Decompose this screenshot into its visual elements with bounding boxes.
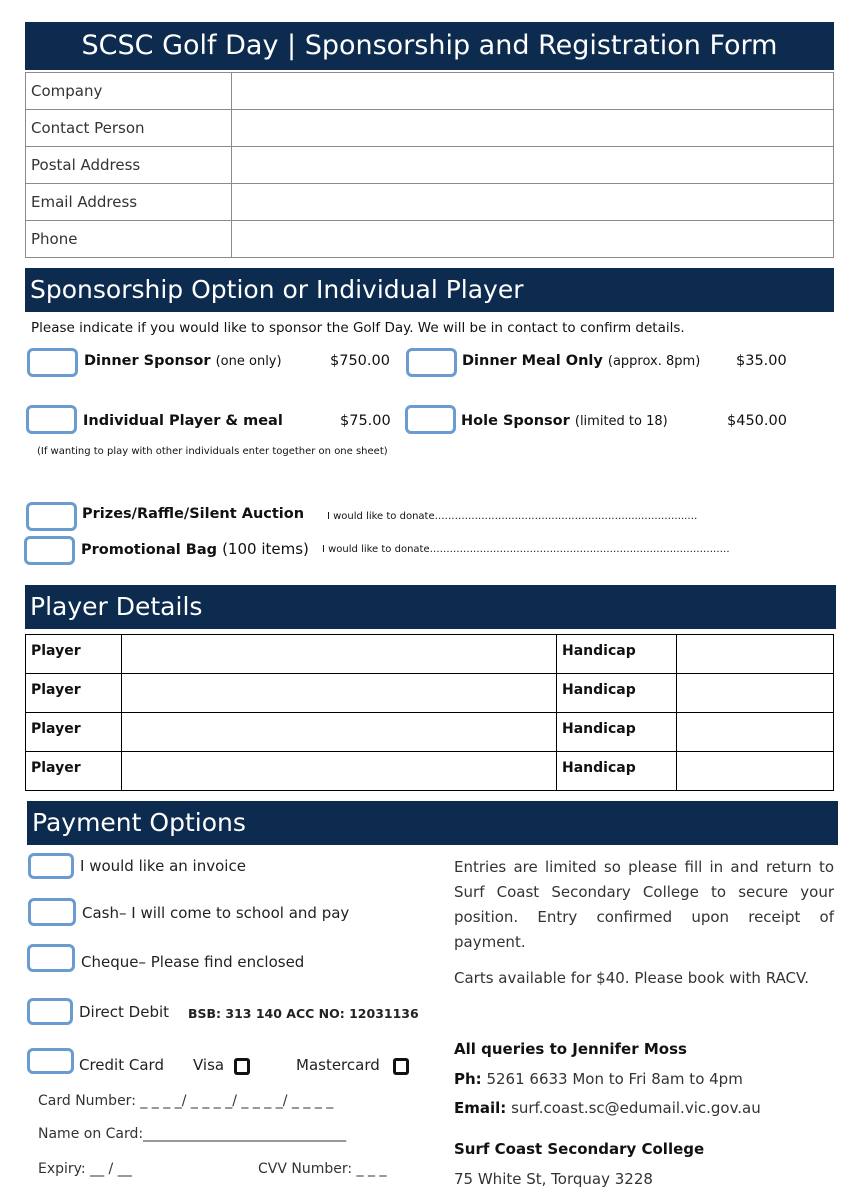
dinner-meal-label: Dinner Meal Only [462,353,603,369]
hole-sponsor-price: $450.00 [727,413,787,429]
contact-person-field[interactable] [232,110,834,147]
hole-sponsor-checkbox[interactable] [405,405,456,434]
dinner-sponsor-checkbox[interactable] [27,348,78,377]
dinner-meal-price: $35.00 [736,353,787,369]
contact-details-table [25,72,834,258]
dinner-meal-option [462,353,700,369]
handicap-field[interactable] [677,674,834,713]
phone-details: 5261 6633 Mon to Fri 8am to 4pm [486,1070,743,1088]
email-prefix: Email: [454,1099,507,1117]
bank-details: BSB: 313 140 ACC NO: 12031136 [188,1006,419,1021]
expiry-field[interactable]: Expiry: __ / __ [38,1161,132,1177]
form-title: SCSC Golf Day | Sponsorship and Registration Form [81,30,778,61]
player-name-field[interactable] [122,752,557,791]
hole-sponsor-label: Hole Sponsor [461,413,570,429]
promo-bag-checkbox[interactable] [24,536,75,565]
contact-person-label: Contact Person [26,110,232,147]
dinner-sponsor-label: Dinner Sponsor [84,353,211,369]
cheque-checkbox[interactable] [27,944,75,972]
hole-sponsor-option [461,413,668,429]
prizes-label: Prizes/Raffle/Silent Auction [82,506,305,522]
dinner-sponsor-price: $750.00 [330,353,390,369]
dinner-meal-checkbox[interactable] [406,348,457,377]
handicap-label: Handicap [557,713,677,752]
handicap-label: Handicap [557,752,677,791]
mastercard-checkbox[interactable] [393,1058,409,1075]
email-address: surf.coast.sc@edumail.vic.gov.au [511,1099,761,1117]
handicap-label: Handicap [557,674,677,713]
entries-info: Entries are limited so please fill in and return to Surf Coast Secondary College to secure your position. Entry confirmed upon receipt of payment. [454,858,834,951]
sponsorship-heading: Sponsorship Option or Individual Player [30,275,524,304]
handicap-field[interactable] [677,752,834,791]
player-label: Player [26,674,122,713]
promo-bag-donate-line[interactable]: I would like to donate……………………………………………………………………………… [322,544,730,555]
direct-debit-label: Direct Debit [79,1003,170,1021]
payment-heading-banner [27,801,838,845]
school-address: 75 White St, Torquay 3228 [454,1170,653,1188]
table-row [26,635,834,674]
player-details-heading-banner [25,585,836,629]
cash-checkbox[interactable] [28,898,76,926]
cvv-field[interactable]: CVV Number: _ _ _ [258,1161,387,1177]
email-address-field[interactable] [232,184,834,221]
card-number-field[interactable]: Card Number: _ _ _ _/ _ _ _ _/ _ _ _ _/ _ _ _ _ [38,1093,334,1109]
player-label: Player [26,713,122,752]
prizes-donate-line[interactable]: I would like to donate……………………………………………………..…………..… [327,511,698,522]
phone-label: Phone [26,221,232,258]
mastercard-label: Mastercard [296,1056,380,1074]
handicap-field[interactable] [677,713,834,752]
table-row [26,713,834,752]
direct-debit-checkbox[interactable] [27,998,73,1025]
table-row [26,184,834,221]
company-label: Company [26,73,232,110]
promo-bag-label: Promotional Bag [81,542,218,558]
visa-label: Visa [193,1056,225,1074]
credit-card-checkbox[interactable] [27,1048,74,1074]
cash-label: Cash– I will come to school and pay [82,904,350,922]
hole-sponsor-note: (limited to 18) [574,414,668,429]
individual-player-label: Individual Player & meal [83,413,283,429]
postal-address-field[interactable] [232,147,834,184]
phone-field[interactable] [232,221,834,258]
prizes-checkbox[interactable] [26,502,77,531]
table-row [26,110,834,147]
phone-line [454,1070,743,1088]
individual-player-checkbox[interactable] [26,405,77,434]
form-title-banner [25,22,834,70]
dinner-sponsor-option [84,353,282,369]
sponsorship-heading-banner [25,268,834,312]
email-line [454,1099,761,1117]
postal-address-label: Postal Address [26,147,232,184]
player-label: Player [26,635,122,674]
individual-player-price: $75.00 [340,413,391,429]
individual-player-note: (If wanting to play with other individuals enter together on one sheet) [37,446,388,457]
player-name-field[interactable] [122,635,557,674]
queries-contact: All queries to Jennifer Moss [454,1040,687,1058]
player-details-table [25,634,834,791]
promo-bag-option [81,540,309,558]
carts-info: Carts available for $40. Please book with RACV. [454,969,810,987]
player-label: Player [26,752,122,791]
sponsorship-intro: Please indicate if you would like to sponsor the Golf Day. We will be in contact to confirm details. [31,320,685,336]
email-address-label: Email Address [26,184,232,221]
table-row [26,147,834,184]
handicap-field[interactable] [677,635,834,674]
payment-heading: Payment Options [32,808,246,837]
name-on-card-field[interactable]: Name on Card:_____________________________ [38,1126,347,1142]
table-row [26,752,834,791]
dinner-sponsor-note: (one only) [215,354,282,369]
player-name-field[interactable] [122,674,557,713]
invoice-checkbox[interactable] [28,853,74,879]
dinner-meal-note: (approx. 8pm) [607,354,701,369]
invoice-label: I would like an invoice [80,857,246,875]
visa-checkbox[interactable] [234,1058,250,1075]
handicap-label: Handicap [557,635,677,674]
table-row [26,221,834,258]
table-row [26,674,834,713]
school-name: Surf Coast Secondary College [454,1140,705,1158]
credit-card-label: Credit Card [79,1056,164,1074]
cheque-label: Cheque– Please find enclosed [81,953,305,971]
phone-prefix: Ph: [454,1070,482,1088]
player-name-field[interactable] [122,713,557,752]
promo-bag-note: (100 items) [222,540,309,558]
company-field[interactable] [232,73,834,110]
table-row [26,73,834,110]
player-details-heading: Player Details [30,592,203,621]
